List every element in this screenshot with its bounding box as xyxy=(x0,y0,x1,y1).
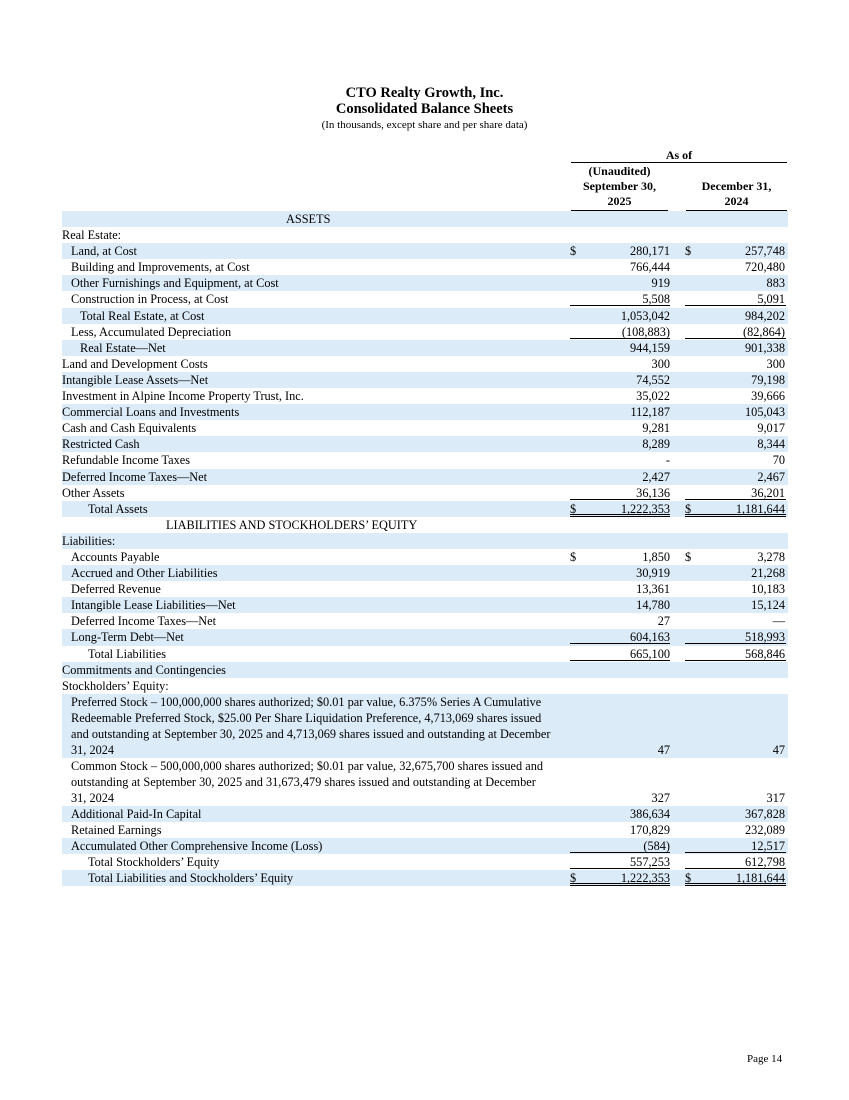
row-label: Commitments and Contingencies xyxy=(62,662,226,677)
row-label: Investment in Alpine Income Property Trust, Inc. xyxy=(62,389,304,404)
table-row xyxy=(62,870,788,886)
value-2024: 105,043 xyxy=(745,405,785,420)
currency-sign: $ xyxy=(570,244,577,259)
table-row xyxy=(62,291,788,307)
table-row xyxy=(62,485,788,501)
table-row xyxy=(62,452,788,468)
value-2024: 47 xyxy=(772,742,785,757)
value-2025: (584) xyxy=(643,839,670,853)
value-2025: 170,829 xyxy=(630,822,670,837)
value-2024: 257,748 xyxy=(745,244,785,259)
row-label: Accumulated Other Comprehensive Income (Loss) xyxy=(71,839,323,853)
value-2024: 36,201 xyxy=(751,485,785,500)
row-label: Total Liabilities xyxy=(88,646,167,661)
underline xyxy=(685,839,786,853)
row-label: Intangible Lease Assets—Net xyxy=(62,372,209,387)
table-row xyxy=(62,420,788,436)
value-2025: 30,919 xyxy=(636,566,670,581)
value-2024: 9,017 xyxy=(757,421,785,436)
value-2024: 8,344 xyxy=(757,437,785,452)
table-row xyxy=(62,275,788,291)
double-underline xyxy=(685,502,786,517)
value-2025: 112,187 xyxy=(630,405,670,420)
value-2025: 27 xyxy=(657,614,670,629)
row-label: Additional Paid-In Capital xyxy=(71,806,202,821)
value-2024: 5,091 xyxy=(757,292,785,307)
value-2025: 36,136 xyxy=(636,485,670,500)
row-label: Retained Earnings xyxy=(71,822,162,837)
row-label: Total Liabilities and Stockholders’ Equity xyxy=(88,871,294,886)
double-underline xyxy=(685,871,786,886)
currency-sign: $ xyxy=(570,501,577,516)
row-label: Stockholders’ Equity: xyxy=(62,678,169,693)
column-header-sep-2025 xyxy=(571,164,668,211)
section-header xyxy=(62,517,788,533)
value-2024: 3,278 xyxy=(757,549,785,564)
value-2024: 39,666 xyxy=(751,389,785,404)
row-label: Cash and Cash Equivalents xyxy=(62,421,197,436)
value-2025: 300 xyxy=(651,356,670,371)
underline xyxy=(685,486,786,500)
underline xyxy=(570,855,670,869)
section-header xyxy=(62,211,788,227)
value-2024: 2,467 xyxy=(757,469,785,484)
row-label: Preferred Stock – 100,000,000 shares authorized; $0.01 par value, 6.375% Series A Cumulative Redeemable Preferred Stock, $25.00 Per Share Liquidation Preference, 4,713,069 shares issued and outstanding at September 30, 2025 and 4,713,069 shares issued and outstanding at December 31, 2024 xyxy=(71,694,551,757)
value-2024: 15,124 xyxy=(751,598,785,613)
units-note: (In thousands, except share and per share data) xyxy=(321,119,528,131)
table-row xyxy=(62,356,788,372)
value-2024: 21,268 xyxy=(751,566,785,581)
value-2024: 568,846 xyxy=(745,646,785,661)
value-2024: 232,089 xyxy=(745,822,785,837)
row-label: Deferred Income Taxes—Net xyxy=(71,614,217,629)
value-2024: 79,198 xyxy=(751,372,785,387)
table-row xyxy=(62,565,788,581)
col2-line1: December 31, xyxy=(701,179,772,193)
currency-sign: $ xyxy=(685,549,692,564)
row-label: Long-Term Debt—Net xyxy=(71,630,184,645)
table-row xyxy=(62,436,788,452)
value-2025: 13,361 xyxy=(636,582,670,597)
value-2025: 47 xyxy=(657,742,670,757)
currency-sign: $ xyxy=(685,501,692,516)
row-label: Common Stock – 500,000,000 shares authorized; $0.01 par value, 32,675,700 shares issued and outstanding at September 30, 2025 and 31,673,479 shares issued and outstanding at December 31, 2024 xyxy=(71,758,543,805)
double-underline xyxy=(570,871,670,886)
underline xyxy=(570,292,670,306)
row-label: Intangible Lease Liabilities—Net xyxy=(71,598,236,613)
table-row-preferred-stock xyxy=(62,694,788,758)
row-label: Less, Accumulated Depreciation xyxy=(71,324,232,339)
table-row xyxy=(62,629,788,645)
table-row xyxy=(62,646,788,662)
table-row xyxy=(62,469,788,485)
table-row xyxy=(62,372,788,388)
value-2025: 74,552 xyxy=(636,372,670,387)
value-2025: - xyxy=(665,453,670,468)
value-2024: 12,517 xyxy=(751,839,785,853)
table-row xyxy=(62,597,788,613)
value-2024: 1,181,644 xyxy=(735,501,785,516)
value-2025: 919 xyxy=(651,276,670,291)
value-2025: 1,850 xyxy=(642,549,670,564)
table-row xyxy=(62,533,788,549)
as-of-header: As of xyxy=(571,148,787,163)
value-2024: 367,828 xyxy=(745,806,785,821)
col1-line2: September 30, xyxy=(582,179,657,193)
row-label: Land and Development Costs xyxy=(62,356,208,371)
row-label: Total Stockholders’ Equity xyxy=(88,855,220,870)
row-label: Real Estate—Net xyxy=(80,340,166,355)
underline xyxy=(570,325,670,339)
table-row xyxy=(62,340,788,356)
table-row xyxy=(62,324,788,340)
table-row xyxy=(62,678,788,694)
value-2025: 766,444 xyxy=(630,260,670,275)
value-2025: 1,222,353 xyxy=(620,501,670,516)
row-label: Total Assets xyxy=(88,501,148,516)
table-row xyxy=(62,581,788,597)
table-row xyxy=(62,662,788,678)
underline xyxy=(570,839,670,853)
row-label: Total Real Estate, at Cost xyxy=(80,308,205,323)
row-label: Refundable Income Taxes xyxy=(62,453,190,468)
value-2025: 9,281 xyxy=(642,421,670,436)
value-2025: 280,171 xyxy=(630,244,670,259)
statement-title: Consolidated Balance Sheets xyxy=(335,101,514,117)
value-2025: 1,222,353 xyxy=(620,871,670,886)
balance-sheet-table xyxy=(62,211,788,886)
row-label: Commercial Loans and Investments xyxy=(62,405,240,420)
value-2024: (82,864) xyxy=(742,324,785,339)
value-2024: — xyxy=(772,614,785,629)
table-row xyxy=(62,308,788,324)
value-2025: 386,634 xyxy=(630,806,670,821)
row-label: Restricted Cash xyxy=(62,437,140,452)
value-2024: 612,798 xyxy=(745,855,785,870)
row-label: Other Assets xyxy=(62,485,125,500)
value-2025: 5,508 xyxy=(642,292,670,307)
underline xyxy=(685,325,786,339)
double-underline xyxy=(570,502,670,517)
row-label: Deferred Revenue xyxy=(71,582,161,597)
row-label: Accounts Payable xyxy=(71,549,160,564)
row-label: Accrued and Other Liabilities xyxy=(71,566,218,581)
value-2025: 327 xyxy=(651,790,670,805)
underline xyxy=(685,630,786,644)
page-number: Page 14 xyxy=(747,1053,783,1065)
value-2024: 901,338 xyxy=(745,340,785,355)
col1-line1: (Unaudited) xyxy=(588,164,651,178)
row-label: Deferred Income Taxes—Net xyxy=(62,469,208,484)
underline xyxy=(685,292,786,306)
table-row xyxy=(62,806,788,822)
table-row xyxy=(62,822,788,838)
table-row xyxy=(62,501,788,517)
value-2025: 8,289 xyxy=(642,437,670,452)
currency-sign: $ xyxy=(685,244,692,259)
section-label: LIABILITIES AND STOCKHOLDERS’ EQUITY xyxy=(166,517,418,532)
table-row xyxy=(62,388,788,404)
value-2024: 70 xyxy=(772,453,785,468)
row-label: Construction in Process, at Cost xyxy=(71,292,229,307)
row-label: Other Furnishings and Equipment, at Cost xyxy=(71,276,279,291)
row-label: Liabilities: xyxy=(62,533,116,548)
currency-sign: $ xyxy=(685,871,692,886)
table-row xyxy=(62,613,788,629)
row-label: Real Estate: xyxy=(62,228,122,243)
col2-line2: 2024 xyxy=(724,194,749,208)
underline xyxy=(685,855,786,869)
table-row xyxy=(62,854,788,870)
underline xyxy=(570,630,670,644)
value-2025: 35,022 xyxy=(636,389,670,404)
section-label: ASSETS xyxy=(286,212,331,226)
table-row xyxy=(62,404,788,420)
underline xyxy=(570,486,670,500)
value-2025: 1,053,042 xyxy=(620,308,670,323)
value-2024: 1,181,644 xyxy=(735,871,785,886)
value-2024: 518,993 xyxy=(745,630,785,645)
column-header-dec-2024 xyxy=(686,179,787,211)
value-2024: 300 xyxy=(766,356,785,371)
table-row xyxy=(62,549,788,565)
table-row xyxy=(62,243,788,259)
value-2025: 557,253 xyxy=(630,855,670,870)
value-2025: (108,883) xyxy=(621,324,670,339)
value-2024: 10,183 xyxy=(751,582,785,597)
table-row xyxy=(62,838,788,854)
table-row xyxy=(62,227,788,243)
value-2025: 14,780 xyxy=(636,598,670,613)
table-row xyxy=(62,259,788,275)
value-2025: 944,159 xyxy=(630,340,670,355)
col1-line3: 2025 xyxy=(607,194,632,208)
company-name: CTO Realty Growth, Inc. xyxy=(345,85,504,101)
value-2024: 984,202 xyxy=(745,308,785,323)
value-2024: 317 xyxy=(766,790,785,805)
row-label: Land, at Cost xyxy=(71,244,137,259)
currency-sign: $ xyxy=(570,549,577,564)
currency-sign: $ xyxy=(570,871,577,886)
value-2024: 883 xyxy=(766,276,785,291)
row-label: Building and Improvements, at Cost xyxy=(71,260,250,275)
value-2024: 720,480 xyxy=(745,260,785,275)
underline xyxy=(570,647,670,661)
value-2025: 2,427 xyxy=(642,469,670,484)
value-2025: 604,163 xyxy=(630,630,670,645)
value-2025: 665,100 xyxy=(630,646,670,661)
table-row-common-stock xyxy=(62,758,788,806)
underline xyxy=(685,647,786,661)
